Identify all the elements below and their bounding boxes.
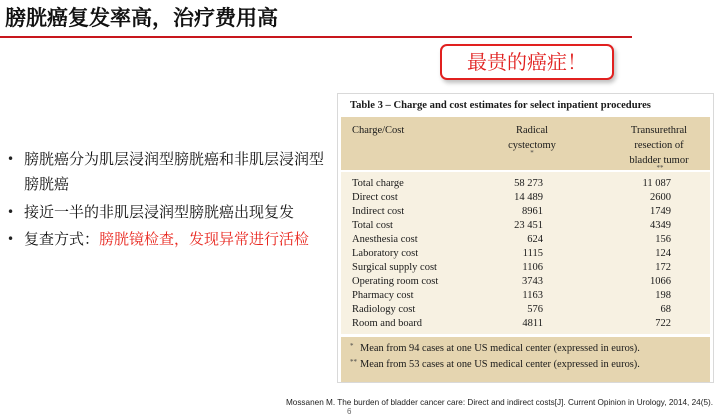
radical-cystectomy-value: 8961 bbox=[522, 206, 543, 217]
footnote-marker: * bbox=[350, 342, 354, 350]
header-charge-cost: Charge/Cost bbox=[352, 125, 405, 136]
row-label: Radiology cost bbox=[352, 304, 416, 315]
row-label: Indirect cost bbox=[352, 206, 405, 217]
table-row bbox=[341, 177, 710, 191]
citation: Mossanen M. The burden of bladder cancer care: Direct and indirect costs[J]. Current Opinion in Urology, 2014, 24(5). bbox=[285, 398, 713, 407]
table-footnotes bbox=[341, 337, 710, 382]
radical-cystectomy-value: 14 489 bbox=[514, 192, 543, 203]
radical-cystectomy-value: 624 bbox=[527, 234, 543, 245]
header-line: Transurethral bbox=[630, 125, 688, 136]
table-body bbox=[341, 172, 710, 334]
row-label: Pharmacy cost bbox=[352, 290, 414, 301]
radical-cystectomy-value: 58 273 bbox=[514, 178, 543, 189]
bullet-item bbox=[24, 200, 329, 225]
table-header bbox=[341, 117, 710, 170]
row-label: Total cost bbox=[352, 220, 393, 231]
footnote bbox=[341, 357, 710, 373]
slide-title: 膀胱癌复发率高，治疗费用高 bbox=[5, 6, 278, 30]
row-label: Operating room cost bbox=[352, 276, 439, 287]
table-title: Table 3 – Charge and cost estimates for select inpatient procedures bbox=[350, 100, 651, 111]
row-label: Direct cost bbox=[352, 192, 398, 203]
radical-cystectomy-value: 1163 bbox=[522, 290, 543, 301]
table-row bbox=[341, 247, 710, 261]
radical-cystectomy-value: 1115 bbox=[522, 248, 543, 259]
title-underline bbox=[0, 36, 632, 38]
header-line-text: cystectomy bbox=[508, 140, 556, 151]
turbt-value: 124 bbox=[655, 248, 671, 259]
radical-cystectomy-value: 576 bbox=[527, 304, 543, 315]
header-line: Radical bbox=[515, 125, 549, 136]
table-row bbox=[341, 219, 710, 233]
bullet-prefix: 复查方式： bbox=[24, 230, 100, 248]
bullet-text: • 膀胱癌分为肌层浸润型膀胱癌和非肌层浸润型膀胱癌 bbox=[24, 150, 325, 193]
table-row bbox=[341, 275, 710, 289]
bullet-text: • 接近一半的非肌层浸润型膀胱癌出现复发 bbox=[24, 202, 295, 221]
footnote-text: Mean from 53 cases at one US medical center (expressed in euros). bbox=[360, 359, 640, 370]
table-row bbox=[341, 303, 710, 317]
radical-cystectomy-value: 3743 bbox=[522, 276, 543, 287]
turbt-value: 68 bbox=[660, 304, 671, 315]
header-line-text: bladder tumor bbox=[629, 155, 689, 166]
radical-cystectomy-value: 1106 bbox=[522, 262, 543, 273]
footnote bbox=[341, 341, 710, 357]
row-label: Laboratory cost bbox=[352, 248, 419, 259]
row-label: Anesthesia cost bbox=[352, 234, 418, 245]
header-radical-cystectomy bbox=[482, 123, 582, 157]
radical-cystectomy-value: 23 451 bbox=[514, 220, 543, 231]
turbt-value: 2600 bbox=[650, 192, 671, 203]
footnote-marker: ** bbox=[350, 358, 357, 366]
turbt-value: 198 bbox=[655, 290, 671, 301]
bullet-item bbox=[24, 227, 329, 252]
row-label: Total charge bbox=[352, 178, 404, 189]
table-row bbox=[341, 317, 710, 331]
turbt-value: 1066 bbox=[650, 276, 671, 287]
row-label: Surgical supply cost bbox=[352, 262, 437, 273]
table-row bbox=[341, 191, 710, 205]
callout-box: 最贵的癌症！ bbox=[440, 44, 614, 80]
turbt-value: 722 bbox=[655, 318, 671, 329]
bullet-item bbox=[24, 147, 329, 197]
turbt-value: 1749 bbox=[650, 206, 671, 217]
turbt-value: 172 bbox=[655, 262, 671, 273]
table-row bbox=[341, 261, 710, 275]
header-line: bladder tumor ** bbox=[604, 153, 714, 168]
radical-cystectomy-value: 4811 bbox=[522, 318, 543, 329]
row-label: Room and board bbox=[352, 318, 422, 329]
cost-table-figure bbox=[337, 93, 714, 383]
table-row bbox=[341, 233, 710, 247]
page-number: 6 bbox=[347, 407, 352, 416]
bullet-highlight: 膀胱镜检查，发现异常进行活检 bbox=[99, 230, 310, 248]
turbt-value: 156 bbox=[655, 234, 671, 245]
bullet-list bbox=[24, 147, 329, 255]
table-row bbox=[341, 205, 710, 219]
turbt-value: 11 087 bbox=[642, 178, 671, 189]
footnote-text: Mean from 94 cases at one US medical center (expressed in euros). bbox=[360, 343, 640, 354]
header-line: cystectomy * bbox=[482, 138, 582, 153]
bullet-text bbox=[24, 227, 329, 252]
header-turbt bbox=[604, 123, 714, 172]
table-row bbox=[341, 289, 710, 303]
turbt-value: 4349 bbox=[650, 220, 671, 231]
header-line: resection of bbox=[634, 140, 684, 151]
